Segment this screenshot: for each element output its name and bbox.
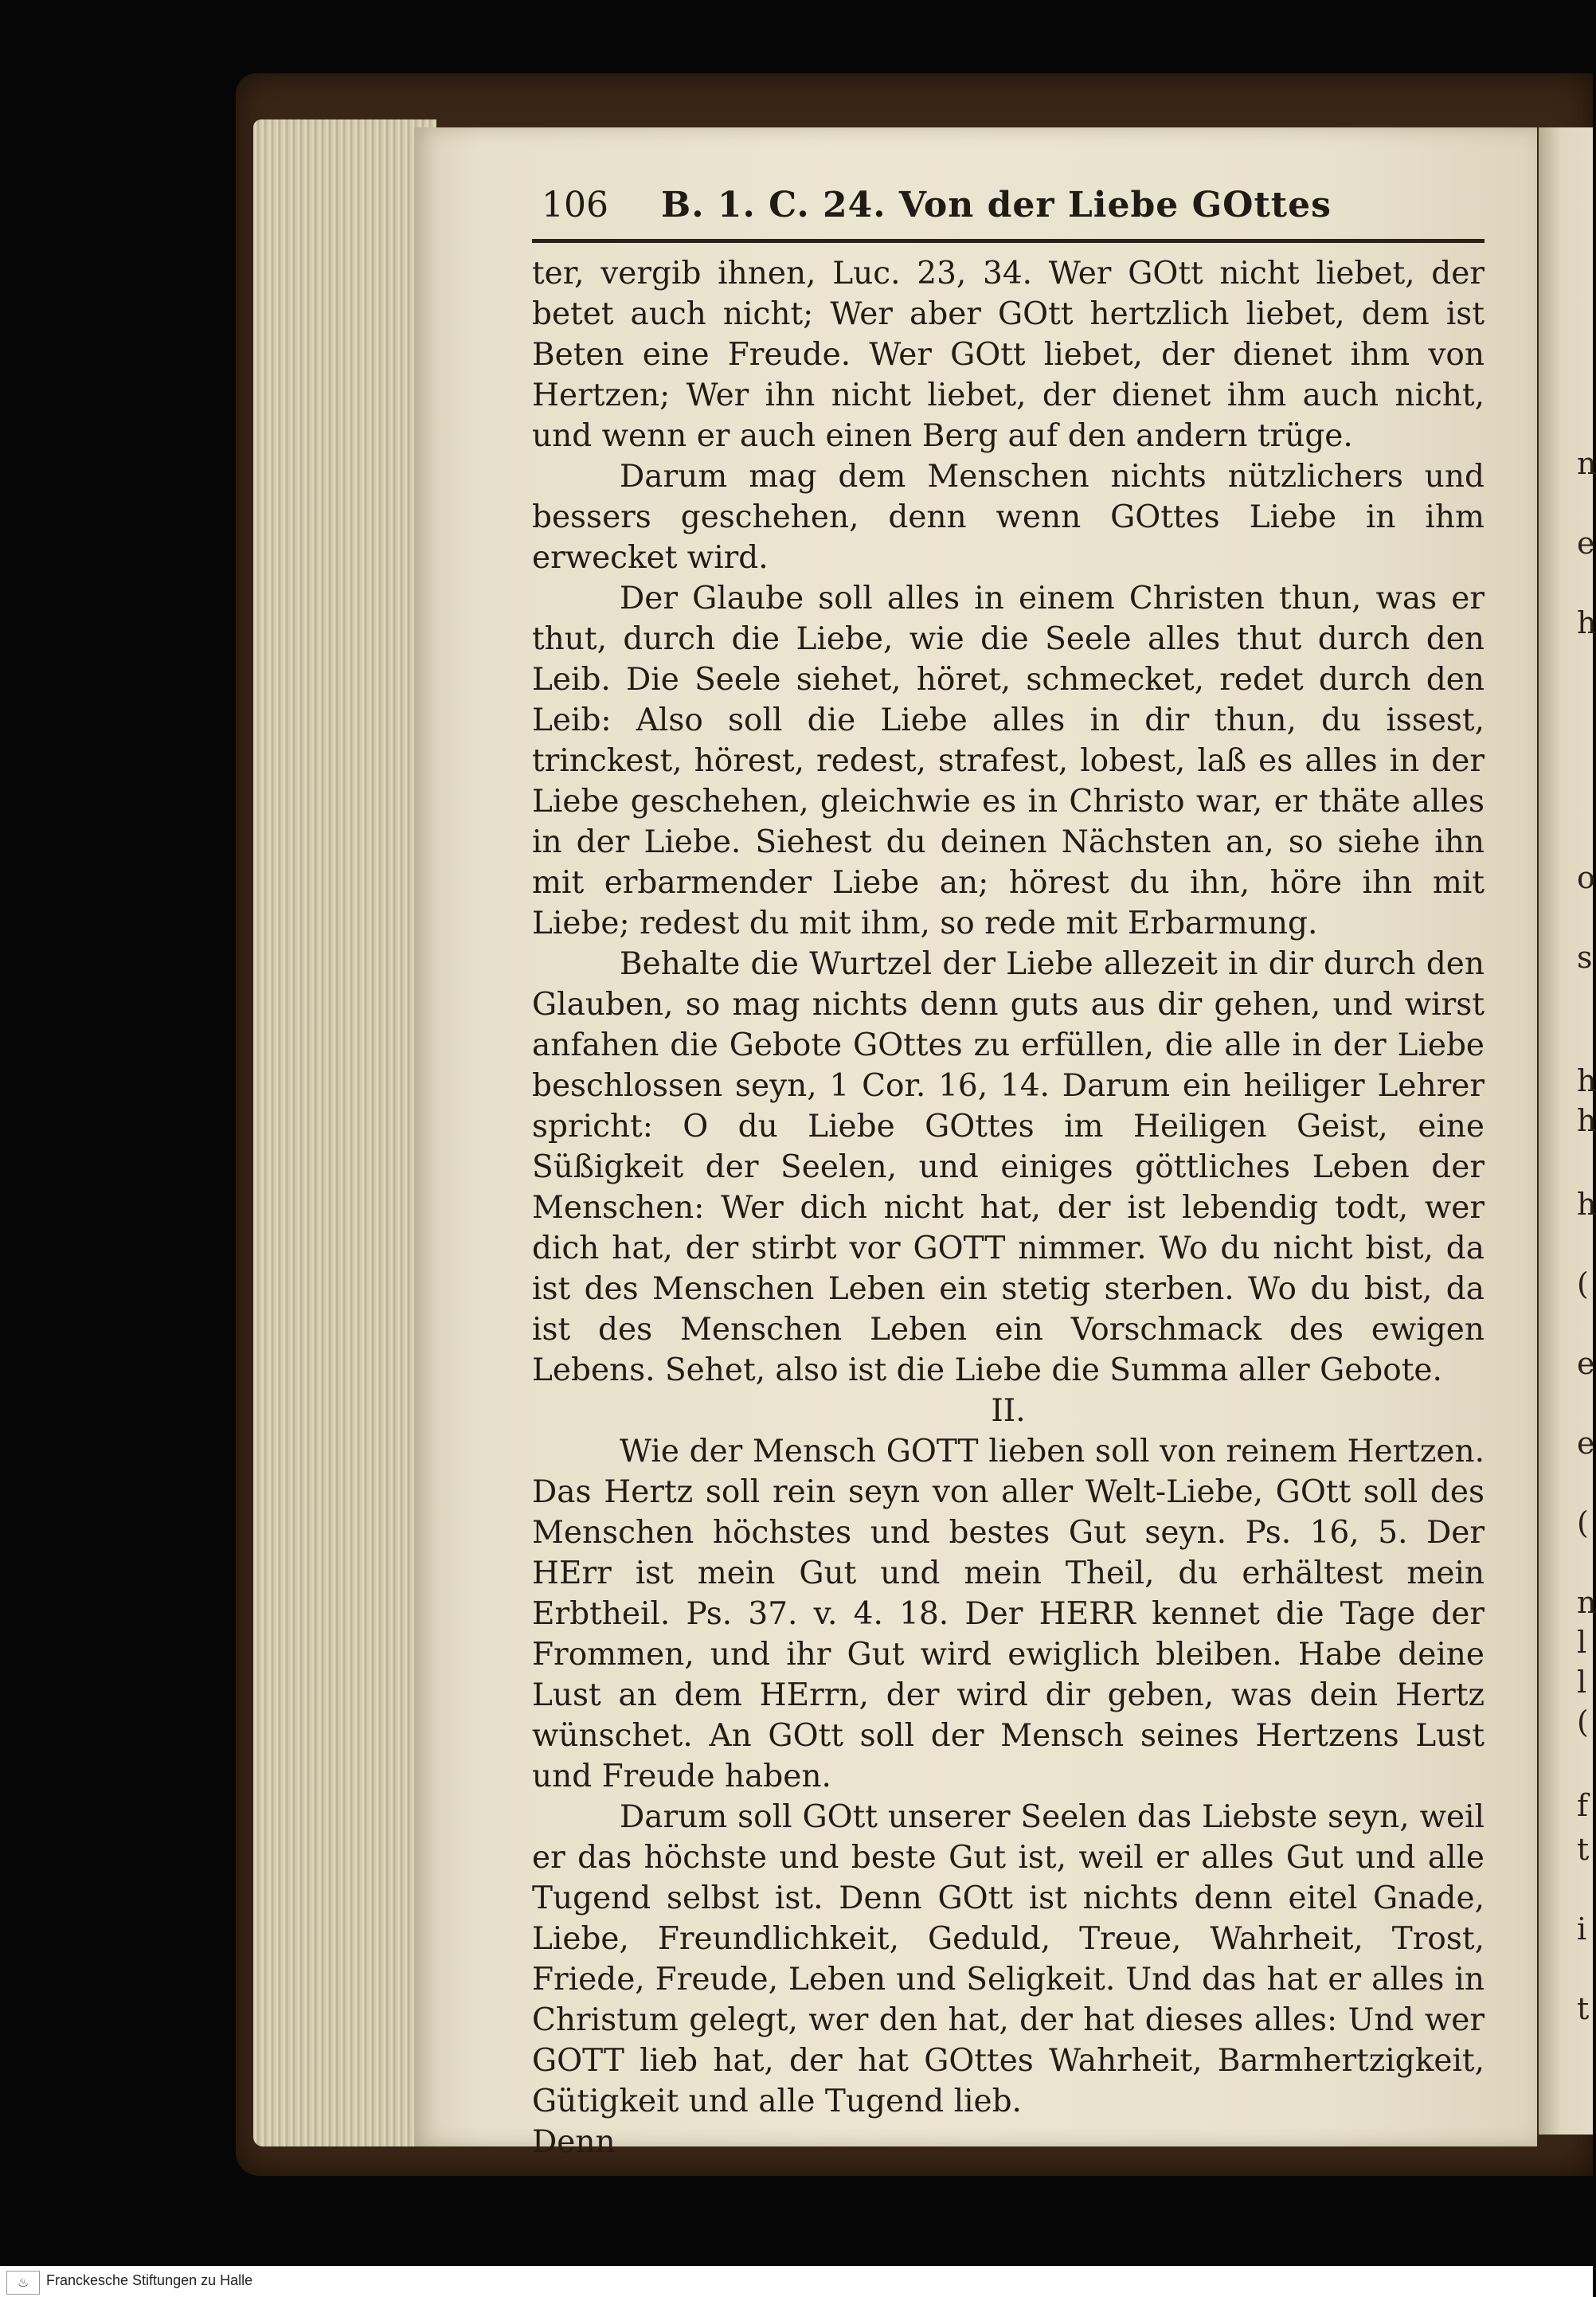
facing-letter: e <box>1577 1346 1595 1381</box>
facing-letter: f <box>1577 1788 1589 1823</box>
facing-letter: n <box>1577 1585 1596 1620</box>
facing-letter: e <box>1577 1426 1595 1461</box>
facing-letter: l <box>1577 1665 1587 1700</box>
facing-letter: s <box>1577 940 1593 975</box>
running-head: B. 1. C. 24. Von der Liebe GOttes <box>661 185 1332 225</box>
page-edges <box>253 119 436 2146</box>
header-rule <box>532 239 1485 243</box>
facing-letter: h <box>1577 1063 1596 1098</box>
footer-bar <box>0 2266 1593 2297</box>
facing-letter: e <box>1577 526 1595 561</box>
facing-letter: h <box>1577 1103 1596 1138</box>
paragraph-6: Darum soll GOtt unserer Seelen das Liebste seyn, weil er das höchste und beste Gut ist, weil er alles Gut und alle Tugend selbst ist. Denn GOtt ist nichts denn eitel Gnade, Liebe, Freundlichkeit, Geduld, Treue, Wahrheit, Trost, Friede, Freude, Leben und Seligkeit. Und das hat er alles in Christum gelegt, wer den hat, der hat dieses alles: Und wer GOTT lieb hat, der hat GOttes Wahrheit, Barmhertzigkeit, Gütigkeit und alle Tugend lieb. <box>532 1799 1485 2119</box>
catchword: Denn <box>532 2124 616 2160</box>
page-body <box>532 253 1485 2160</box>
facing-letter: n <box>1577 446 1596 481</box>
facing-letter: t <box>1577 1832 1590 1867</box>
facing-letter: h <box>1577 1187 1596 1222</box>
section-numeral: II. <box>991 1393 1026 1429</box>
paragraph-4: Behalte die Wurtzel der Liebe allezeit in dir durch den Glauben, so mag nichts denn guts aus dir gehen, und wirst anfahen die Gebote GOttes zu erfüllen, die alle in der Liebe beschlossen seyn, 1 Cor. 16, 14. Darum ein heiliger Lehrer spricht: O du Liebe GOttes im Heiligen Geist, eine Süßigkeit der Seelen, und einiges göttliches Leben der Menschen: Wer dich nicht hat, der ist lebendig todt, wer dich hat, der stirbt vor GOTT nimmer. Wo du nicht bist, da ist des Menschen Leben ein stetig sterben. Wo du bist, da ist des Menschen Leben ein Vorschmack des ewigen Lebens. Sehet, also ist die Liebe die Summa aller Gebote. <box>532 946 1485 1388</box>
facing-letter: o <box>1577 860 1595 895</box>
facing-letter: i <box>1577 1912 1587 1947</box>
foundation-logo-icon: ♨ <box>6 2271 40 2295</box>
facing-letter: h <box>1577 605 1596 640</box>
facing-letter: l <box>1577 1625 1587 1660</box>
facing-letter: ( <box>1577 1266 1589 1301</box>
paragraph-1: ter, vergib ihnen, Luc. 23, 34. Wer GOtt nicht liebet, der betet auch nicht; Wer aber GOtt hertzlich liebet, dem ist Beten eine Freude. Wer GOtt liebet, der dienet ihm von Hertzen; Wer ihn nicht liebet, der dienet ihm auch nicht, und wenn er auch einen Berg auf den andern trüge. <box>532 256 1485 454</box>
paragraph-3: Der Glaube soll alles in einem Christen thun, was er thut, durch die Liebe, wie die Seele alles thut durch den Leib. Die Seele siehet, höret, schmecket, redet durch den Leib: Also soll die Liebe alles in dir thun, du issest, trinckest, hörest, redest, strafest, lobest, laß es alles in der Liebe geschehen, gleichwie es in Christo war, er thäte alles in der Liebe. Siehest du deinen Nächsten an, so siehe ihn mit erbarmender Liebe an; hörest du ihn, höre ihn mit Liebe; redest du mit ihm, so rede mit Erbarmung. <box>532 581 1485 941</box>
facing-letter: t <box>1577 1991 1590 2026</box>
footer-institution: Franckesche Stiftungen zu Halle <box>46 2272 253 2288</box>
facing-letter: ( <box>1577 1505 1589 1540</box>
paragraph-5: Wie der Mensch GOTT lieben soll von reinem Hertzen. Das Hertz soll rein seyn von aller Welt-Liebe, GOtt soll des Menschen höchstes und bestes Gut seyn. Ps. 16, 5. Der HErr ist mein Gut und mein Theil, du erhältest mein Erbtheil. Ps. 37. v. 4. 18. Der HERR kennet die Tage der Frommen, und ihr Gut wird ewiglich bleiben. Habe deine Lust an dem HErrn, der wird dir geben, was dein Hertz wünschet. An GOtt soll der Mensch seines Hertzens Lust und Freude haben. <box>532 1434 1485 1794</box>
page-number: 106 <box>542 185 608 225</box>
page-header <box>542 185 1481 241</box>
paragraph-2: Darum mag dem Menschen nichts nützlichers und bessers geschehen, denn wenn GOttes Liebe in ihm erwecket wird. <box>532 459 1485 576</box>
facing-letter: ( <box>1577 1704 1589 1739</box>
